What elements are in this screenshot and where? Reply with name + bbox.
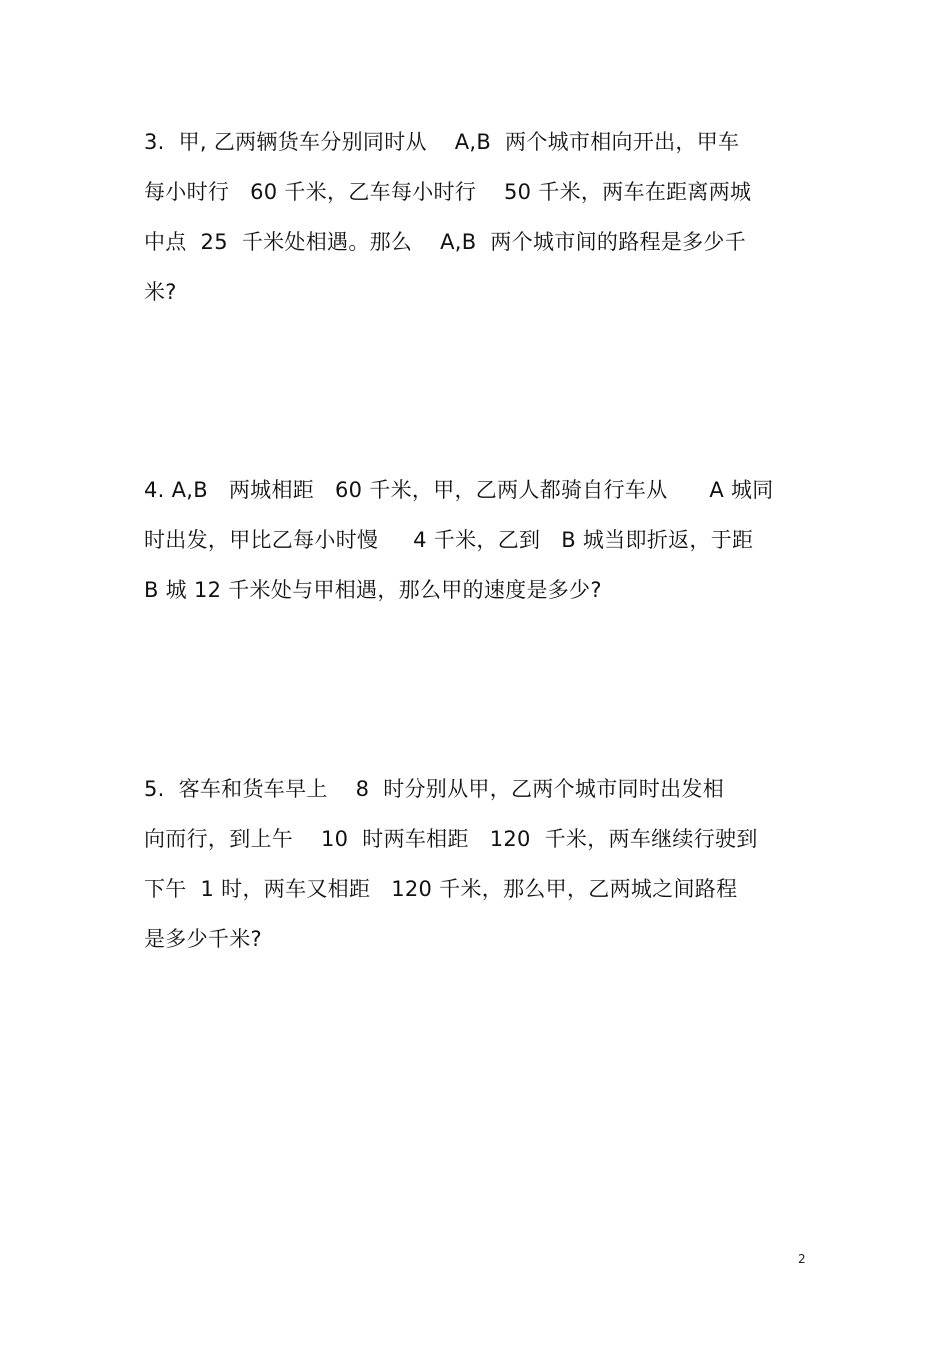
- problem-5-line-2: 向而行，到上午 10 时两车相距 120 千米，两车继续行驶到: [144, 827, 758, 851]
- problem-4-line-2: 时出发，甲比乙每小时慢 4 千米，乙到 B 城当即折返，于距: [144, 528, 754, 552]
- problem-5-line-4: 是多少千米?: [144, 927, 262, 951]
- problem-4-line-1: 4. A,B 两城相距 60 千米，甲，乙两人都骑自行车从 A 城同: [144, 478, 774, 502]
- problem-3-line-2: 每小时行 60 千米，乙车每小时行 50 千米，两车在距离两城: [144, 180, 752, 204]
- problem-4-line-3: B 城 12 千米处与甲相遇，那么甲的速度是多少?: [144, 578, 602, 602]
- problem-3-line-1: 3. 甲, 乙两辆货车分别同时从 A,B 两个城市相向开出，甲车: [144, 130, 740, 154]
- problem-3-line-4: 米?: [144, 280, 177, 304]
- problem-3-line-3: 中点 25 千米处相遇。那么 A,B 两个城市间的路程是多少千: [144, 230, 747, 254]
- page-number: 2: [798, 1252, 806, 1266]
- problem-5-line-1: 5. 客车和货车早上 8 时分别从甲，乙两个城市同时出发相: [144, 777, 724, 801]
- problem-5-line-3: 下午 1 时，两车又相距 120 千米，那么甲，乙两城之间路程: [144, 877, 738, 901]
